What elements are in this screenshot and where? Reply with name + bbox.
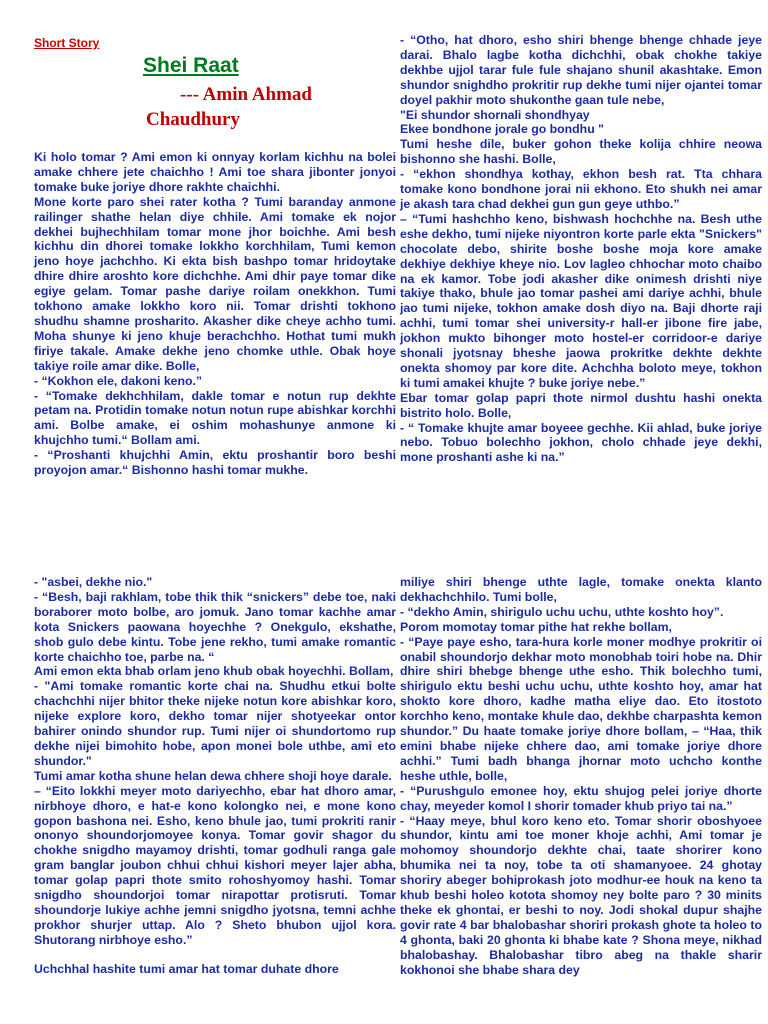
paragraph: - “Tomake dekhchhilam, dakle tomar e notun rup dekhte petam na. Protidin tomake notun notun rupe abishkar korchhi ami. Bolbe amake, ei oshim mohashunye anmone ki khujchho tumi.“ Bollam ami. xyxy=(34,388,396,448)
bottom-right-text-column xyxy=(400,575,762,977)
paragraph: "Ei shundor shornali shondhyay xyxy=(400,107,590,122)
top-right-text-column xyxy=(400,33,762,465)
paragraph: Mone korte paro shei rater kotha ? Tumi baranday anmone railinger shathe helan diye chhile. Ami tomake ek nojor dekhei bujhechhilam tomar mone jhor boichhe. Ami besh kichhu din dhorei tomake lokkho korchhilam, Tumi kemon jeno hoye jachchho. Ki ekta bish bashpo tomar hridoytake dhire dhire aroshto kore dichchhe. Ami dhir paye tomar dike egiye gelam. Tomar pashe dariye roilam onekkhon. Tumi tokhono amake lokkho koro nii. Tomar drishti tokhono shudhu shamne prosharito. Akasher dike cheye achho tumi. Moha shunye ki jeno khuje berachchho. Hothat tumi mukh firiye takale. Amake dekhe jeno chomke uthle. Obak hoye takiye roile amar dike. Bolle, xyxy=(34,194,396,373)
paragraph: - “dekho Amin, shirigulo uchu uchu, uthte koshto hoy”. xyxy=(400,604,724,619)
paragraph: Porom momotay tomar pithe hat rekhe bollam, xyxy=(400,619,672,634)
paragraph: – “Eito lokkhi meyer moto dariyechho, ebar hat dhoro amar, nirbhoye dhoro, e hat-e kono kolongko nei, e mone kono gopon bashona nei. Esho, keno bhule jao, tumi prokriti ranir ononyo shoundorjomoyee konya. Tomar govir shagor du chokhe snigdho mayamoy drishti, tomar godhuli ranga gale gram banglar joubon chhui chhui kishori meyer lajer abha, tomar golap papri thote smito rohoshyomoy hashi. Tomar snigdho shoundorjoi tomar nirapottar protisruti. Tomar shoundorje lukiye achhe jemni snigdho jyotsna, temni achhe prokhor shurjer uttap. Alo ? Sheto bhubon ujjol kora. Shutorang nirbhoye esho.” xyxy=(34,783,396,947)
paragraph: - "asbei, dekhe nio." xyxy=(34,575,153,589)
paragraph: Tumi amar kotha shune helan dewa chhere shoji hoye darale. xyxy=(34,768,392,783)
author-line-2: Chaudhury xyxy=(146,109,240,130)
paragraph: Ebar tomar golap papri thote nirmol dushtu hashi onekta bistrito holo. Bolle, xyxy=(400,390,762,420)
paragraph: Tumi heshe dile, buker gohon theke kolija chhire neowa bishonno she hashi. Bolle, xyxy=(400,137,762,167)
author-line-1: --- Amin Ahmad xyxy=(180,84,312,105)
paragraph: Ami emon ekta bhab orlam jeno khub obak hoyechhi. Bollam, xyxy=(34,664,394,679)
paragraph: - “Proshanti khujchhi Amin, ektu proshantir boro beshi proyojon amar.“ Bishonno hashi tomar mukhe. xyxy=(34,448,396,478)
paragraph: Ekee bondhone jorale go bondhu " xyxy=(400,122,604,137)
paragraph: – “Tumi hashchho keno, bishwash hochchhe na. Besh uthe eshe dekho, tumi nijeke niyontron korte parle ekta "Snickers" chocolate debo, shirite boshe boshe moja kore amake dekhiye dekhiye kheye nio. Lov lagleo chhochar moto chaibo na ek kamor. Tobe jodi akasher dike onimesh drishti niye takiye thako, bhule jao tomar pashei ami dariye achhi, bhule jao tumi nijeke, tokhon amake dosh diyo na. Baji dhorte raji achhi, tumi tomar shei university-r hall-er jibone fire jabe, jokhon mukto bihonger moto hostel-er corridoor-e dariye shonali jyotsnay bheshe jaowa prokritke dekhte dekhte onekta shomoy par kore dite. Achchha boloto meye, tokhon ki tumi amakei khujte ? buke joriye nebe.” xyxy=(400,211,762,390)
top-left-text-column xyxy=(34,150,396,478)
paragraph: miliye shiri bhenge uthte lagle, tomake onekta klanto dekhachchhilo. Tumi bolle, xyxy=(400,575,762,604)
section-label: Short Story xyxy=(34,36,100,50)
paragraph: - “ekhon shondhya kothay, ekhon besh rat. Tta chhara tomake kono bondhone jorai nii ekhono. Eto shukh nei amar je akash tara chad dekhei gun gun geye uthbo.” xyxy=(400,167,762,211)
paragraph: Ki holo tomar ? Ami emon ki onnyay korlam kichhu na bolei amake chhere jete chaichho ! Ami toe shara jibonter jonyoi tomake buke joriye dhore rakhte chaichhi. xyxy=(34,150,396,194)
paragraph: Uchchhal hashite tumi amar hat tomar duhate dhore xyxy=(34,961,339,976)
paragraph: - “Otho, hat dhoro, esho shiri bhenge bhenge chhade jeye darai. Bhalo lagbe kotha dichchhi, obak chokhe takiye dekhbe ujjol tarar fule fule shajano shunil akashtake. Emon shundor snighdho prokritir rup dekhe tumi nijer ojantei tomar doyel pakhir moto shukonthe gaan tule nebe, xyxy=(400,33,762,107)
paragraph: - “Besh, baji rakhlam, tobe thik thik “snickers” debe toe, naki boraborer moto bolbe, aro jomuk. Jano tomar kachhe amar kota Snickers paowana hoyechhe ? Onekgulo, ekshathe, shob gulo debe kintu. Tobe jene rekho, tumi amake romantic korte chaichho toe, parbe na. “ xyxy=(34,589,396,664)
paragraph: - “Kokhon ele, dakoni keno.” xyxy=(34,373,203,388)
bottom-left-text-column xyxy=(34,575,396,977)
story-title: Shei Raat xyxy=(143,54,239,77)
paragraph: - “Haay meye, bhul koro keno eto. Tomar shorir oboshyoee shundor, kintu ami toe moner khoje achhi, Ami tomar je mohomoy shoundorjo dekhte chai, taate shorirer kono bhumika nei ta noy, tobe ta oti shamanyoee. 24 ghotay shoriry abeger bohiprokash joto modhur-ee houk na keno ta khub beshi holeo kotota shomoy ney bolte paro ? 30 minits theke ek ghontai, er beshi to noy. Jodi shokal dupur shajhe govir rate 4 bar bhalobashar shoriri prokash ghote ta holeo to 4 ghonta, baki 20 ghonta ki bhabe kate ? Shona meye, nikhad bhalobashay. Bhalobashar tibro abeg na thakle sharir kokhonoi she bhabe shara dey xyxy=(400,813,762,977)
paragraph: - "Ami tomake romantic korte chai na. Shudhu etkui bolte chachchhi nijer bhitor theke nijeke notun kore abishkar koro, nijeke explore koro, dekho tomar nijer shotyeekar ontor bahirer onindo shundor rup. Tumi nijer oi shundortomo rup dekhe nijei bimohito hobe, apon monei bole uthbe, ami eto shundor." xyxy=(34,679,396,768)
paragraph: - “Purushgulo emonee hoy, ektu shujog pelei joriye dhorte chay, meyeder komol I shorir tomader khub priyo tai na.” xyxy=(400,783,762,813)
paragraph: - “Paye paye esho, tara-hura korle moner modhye prokritir oi onabil shoundorjo dekhar moto monobhab toiri hobe na. Dhir dhire shiri bhebge bhenge uthe esho. Thik bolechho tumi, shirigulo ektu beshi uchu uchu, uthte koshto hoy, amar hat shokto kore dhoro, kadhe matha eliye dao. Eto itostoto korchho keno, montake khule dao, dekhbe charpashta kemon shundor.” Du haate tomake joriye dhore bollam, – “Haa, thik emini bhabe nijeke chhere dao, ami tomake joriye dhore achhi.” Tumi badh bhanga jhornar moto uchcho konthe heshe uthle, bolle, xyxy=(400,634,762,783)
paragraph: - “ Tomake khujte amar boyeee gechhe. Kii ahlad, buke joriye nebo. Tobuo bolechho jokhon, cholo chhade jeye dekhi, mone proshanti ashe ki na.” xyxy=(400,420,762,465)
